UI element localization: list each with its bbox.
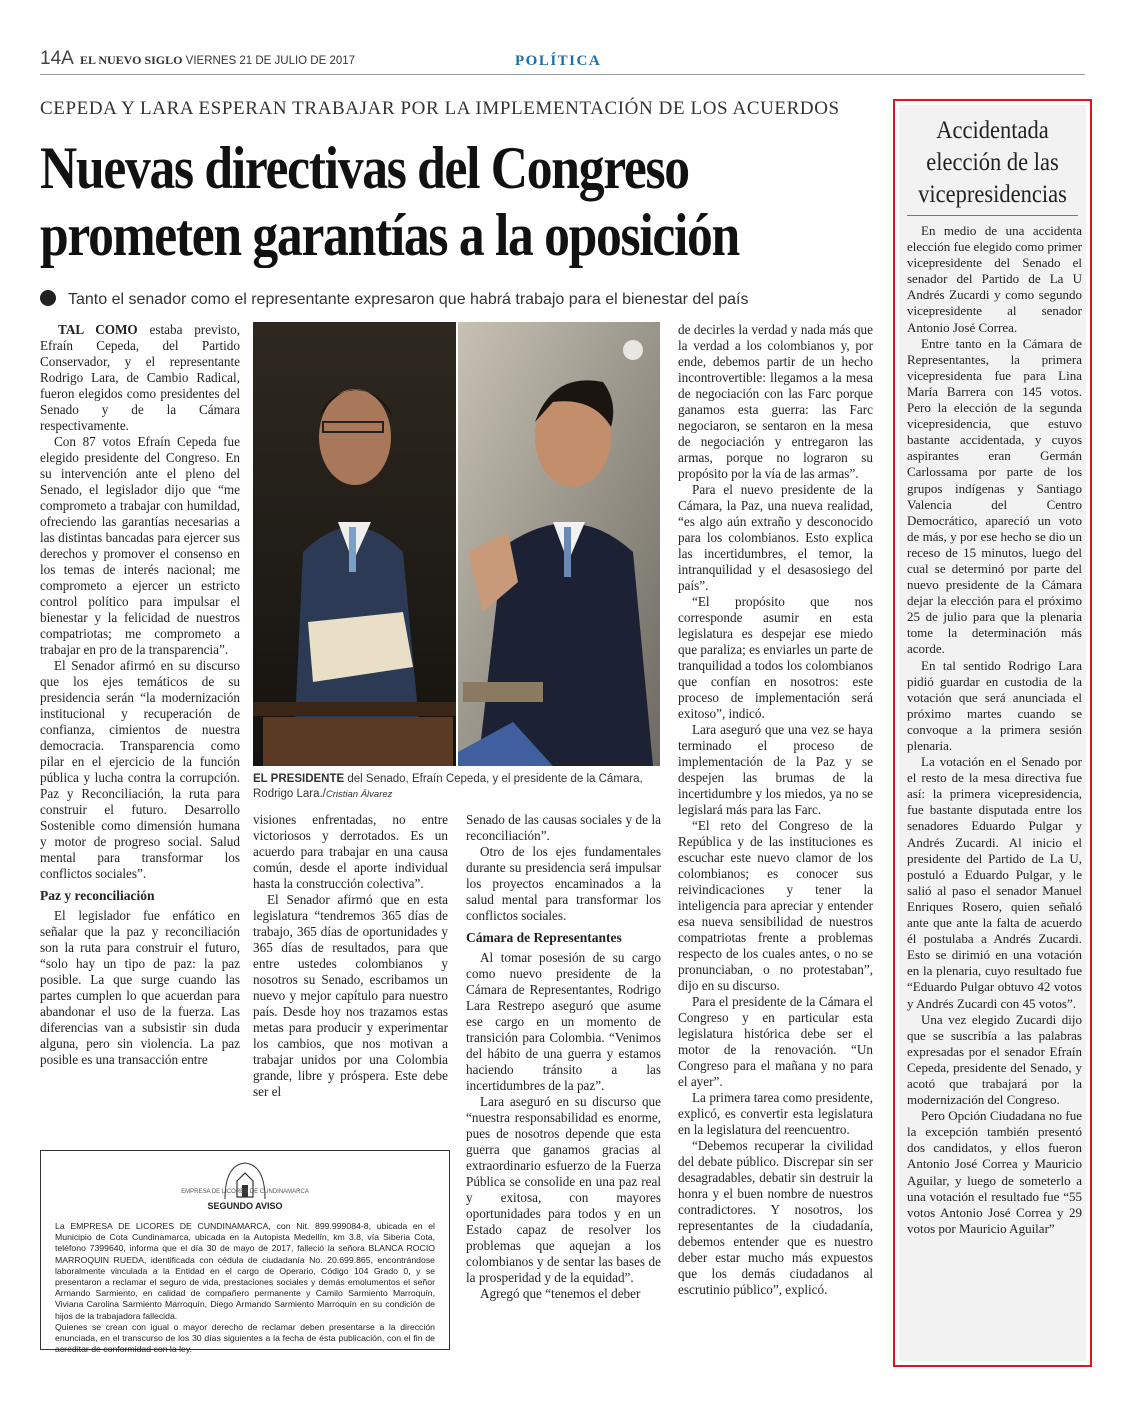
seal-logo	[219, 1159, 271, 1203]
headline	[40, 135, 762, 269]
sidebar-body	[907, 223, 1082, 1237]
photo-caption	[253, 772, 660, 802]
paragraph: Una vez elegido Zucardi dijo que se suscribía a las palabras expresadas por el senador Efraín Cepeda, presidente del Senado, y acotó que trabajará por la modernización del Congreso.	[907, 1011, 1082, 1108]
sidebar-box	[893, 99, 1092, 1367]
lead-in: TAL COMO	[58, 322, 138, 337]
paragraph: El legislador fue enfático en señalar que la paz y reconciliación son la ruta para construir el futuro, “solo hay un tipo de paz: la paz posible. La que surge cuando las partes cumplen lo que acuerdan para abandonar el uso de la fuerza. Las diferencias van a subsistir sin duda alguna, pero sin violencia. La paz posible es una transacción entre	[40, 908, 240, 1067]
notice-body	[55, 1221, 435, 1355]
paragraph: Lara aseguró en su discurso que “nuestra responsabilidad es enorme, pues de nosotros depende que esta guerra que ganamos gracias al extraordinario esfuerzo de la Fuerza Pública se consolide en una paz real y exitosa, con mayores oportunidades para todos y en un Estado capaz de resolver los problemas que aquejan a los colombianos y de sentar las bases de la prosperidad y de la equidad”.	[466, 1094, 661, 1285]
paragraph: “Debemos recuperar la civilidad del debate público. Discrepar sin ser desagradables, debatir sin destruir la honra y el buen nombre de nuestros contradictores. Y nosotros, los representantes de la ciudadanía, debemos entender que es nuestro deber estar mucho más expuestos que los demás ciudadanos al escrutinio público”, explicó.	[678, 1138, 873, 1297]
headline-line-2: prometen garantías a la oposición	[40, 202, 739, 268]
bullet-icon	[40, 290, 56, 306]
paragraph: “El propósito que nos corresponde asumir en esta legislatura es despejar ese miedo que paraliza; es enviarles un parte de tranquilidad a todos los colombianos que confían en nosotros: este proceso de implementación será exitoso”, indicó.	[678, 594, 873, 721]
sidebar-divider	[907, 215, 1078, 216]
caption-lead: EL PRESIDENTE	[253, 773, 345, 785]
paragraph: Para el nuevo presidente de la Cámara, la Paz, una nueva realidad, “es algo aún extraño y desconocido para los colombianos. Esto explica las incertidumbres, el temor, la intranquilidad y el desasosiego del país”.	[678, 482, 873, 593]
photo-credit: Cristian Álvarez	[325, 789, 393, 800]
headline-line-1: Nuevas directivas del Congreso	[40, 135, 689, 201]
notice-paragraph: Quienes se crean con igual o mayor derecho de reclamar deben presentarse a la dirección enunciada, en el transcurso de los 30 días siguientes a la fecha de ésta publicación, con el fin de acreditar de conformidad con la ley.	[55, 1321, 435, 1355]
section-label: POLÍTICA	[515, 53, 602, 69]
notice-paragraph: La EMPRESA DE LICORES DE CUNDINAMARCA, con Nit. 899.999084-8, ubicada en el Municipio de Cota Cundinamarca, ubicada en la Autopista Medellín, km 3.8, vía Siberia Cota, teléfono 7399640, informa que el día 30 de mayo de 2017, falleció la señora BLANCA ROCIO MARROQUIN RUEDA, identificada con cédula de ciudadanía No. 20.699.865, encontrándose laboralmente vinculada a la Entidad en el cargo de Operario, Código 104 Grado 0, y se presentaron a reclamar el seguro de vida, prestaciones sociales y demás emolumentos el señor Armando Sarmiento, en calidad de compañero permanente y Camilo Sarmiento Marroquín, Viviana Carolina Sarmiento Marroquín, Diego Armando Sarmiento Marroquín en su condición de hijos de la trabajadora fallecida.	[55, 1221, 435, 1321]
paragraph: visiones enfrentadas, no entre victoriosos y derrotados. Es un acuerdo para trabajar en una causa común, desde el aporte individual hasta la construcción colectiva”.	[253, 812, 448, 891]
subhead: Paz y reconciliación	[40, 888, 155, 903]
deck-text: Tanto el senador como el representante expresaron que habrá trabajo para el bienestar del país	[68, 291, 749, 308]
publication-line	[80, 53, 355, 68]
page-header	[40, 48, 1085, 75]
paragraph: En tal sentido Rodrigo Lara pidió guardar en custodia de la votación que será anunciada el próximo martes cuando se convoque a la primera sesión plenaria.	[907, 657, 1082, 753]
paragraph: La primera tarea como presidente, explicó, es convertir esta legislatura en la legislatura del reencuentro.	[678, 1090, 873, 1137]
paragraph: de decirles la verdad y nada más que la verdad a los colombianos y, por ende, debemos partir de un hecho incontrovertible: llegamos a la mesa de negociación con las Farc porque ganamos esta guerra: las Farc negociaron, se sentaron en la mesa de negociación y entregaron las armas, porque no lograron su propósito por la vía de las armas”.	[678, 322, 873, 481]
paragraph: Agregó que “tenemos el deber	[480, 1286, 641, 1301]
paragraph: La votación en el Senado por el resto de la mesa directiva fue así: la primera vicepresidencia, fue bastante disputada entre los senadores Eduardo Pulgar y Andrés Zucardi. Al inicio el presidente del Partido de La U, postuló a Eduardo Pulgar, y le salió al paso el senador Manuel Enriques Rosero, quien señaló ante que ante la falta de acuerdo él postulaba a Andrés Zucardi. Esto se dirimió en una votación en la plenaria, cuyo resultado fue “Eduardo Pulgar obtuvo 42 votos y Andrés Zucardi con 45 votos”.	[907, 754, 1082, 1011]
paragraph: Entre tanto en la Cámara de Representantes, la primera vicepresidenta fue para Lina María Barrera con 145 votos. Pero la elección de la segunda vicepresidencia, que estuvo bastante accidentada, y cuyos aspirantes eran Germán Carlossama por parte de los grupos indígenas y Santiago Valencia del Centro Democrático, apareció un voto de más, y por ese hecho se dio un receso de 15 minutos, luego del cual se determinó por parte del nuevo presidente de la Cámara dejar la elección para el próximo 25 de julio para que la plenaria tome la determinación más acorde.	[907, 335, 1082, 657]
paragraph: El Senador afirmó en su discurso que los ejes temáticos de su presidencia serán “la modernización institucional y recuperación de confianza, cimientos de nuestra democracia. Transparencia como pilar en el ejercicio de la función pública y lucha contra la corrupción. Paz y Reconciliación, la ruta para construir el futuro. Desarrollo Sostenible como dimensión humana y motor de progreso social. Salud mental para transformar los conflictos sociales”.	[40, 658, 240, 881]
photo-illustration	[253, 322, 660, 766]
sidebar-title: Accidentada elección de las vicepresidencias	[918, 117, 1067, 208]
notice-title: SEGUNDO AVISO	[207, 1201, 283, 1211]
publication-name: EL NUEVO SIGLO	[80, 53, 183, 67]
kicker: CEPEDA Y LARA ESPERAN TRABAJAR POR LA IMPLEMENTACIÓN DE LOS ACUERDOS	[40, 98, 840, 119]
publication-date: VIERNES 21 DE JULIO DE 2017	[185, 55, 356, 67]
article-column-3	[466, 812, 661, 1302]
deck	[40, 290, 880, 309]
paragraph: Otro de los ejes fundamentales durante su presidencia será impulsar los proyectos encaminados a la salud mental para transformar los conflictos sociales.	[466, 844, 661, 923]
caption-text: del Senado, Efraín Cepeda, y el presidente de la Cámara, Rodrigo Lara./	[253, 773, 643, 800]
seal-text: EMPRESA DE LICORES DE CUNDINAMARCA	[181, 1189, 309, 1195]
article-column-2	[253, 812, 448, 1100]
paragraph: Al tomar posesión de su cargo como nuevo presidente de la Cámara de Representantes, Rodrigo Lara Restrepo aseguró que asume ese cargo en un momento de transición para Colombia. “Venimos del hábito de una guerra y estamos haciendo tránsito a las incertidumbres de la paz”.	[466, 950, 661, 1093]
paragraph: Con 87 votos Efraín Cepeda fue elegido presidente del Congreso. En su intervención ante el pleno del Senado, el legislador dijo que “me comprometo a trabajar con humildad, ofreciendo las garantías necesarias a las distintas bancadas para ejercer sus derechos y promover el consenso en los temas de interés nacional; me comprometo a ejercer un estricto control político para impulsar el bienestar y la felicidad de nuestros compatriotas; me comprometo a trabajar en pro de la transparencia”.	[40, 434, 240, 657]
paragraph: El Senador afirmó que en esta legislatura “tendremos 365 días de trabajo, 365 días de oportunidades y 365 días de resultados, para que entre ustedes colombianos y nosotros su Senado, escribamos un nuevo y mejor capítulo para nuestro país. Desde hoy nos trazamos estas metas para producir y experimentar los cambios, que nos motivan a trabajar unidos por una Colombia grande, libre y próspera. Este debe ser el	[253, 892, 448, 1099]
paragraph: Lara aseguró que una vez se haya terminado el proceso de implementación de la Paz y se despejen las brumas de la incertidumbre y los miedos, ya no se legislará más para las Farc.	[678, 722, 873, 817]
paragraph: En medio de una accidenta elección fue elegido como primer vicepresidente del Senado el senador del Partido de La U Andrés Zucardi y como segundo vicepresidente al senador Antonio José Correa.	[907, 223, 1082, 335]
paragraph: Para el presidente de la Cámara el Congreso y en particular esta legislatura histórica debe ser el motor de la renovación. “Un Congreso para el mañana y no para el ayer”.	[678, 994, 873, 1089]
paragraph: TAL COMO estaba previsto, Efraín Cepeda, del Partido Conservador, y el representante Rodrigo Lara, de Cambio Radical, fueron elegidos como presidentes del Senado y de la Cámara respectivamente.	[40, 322, 240, 433]
article-photo	[253, 322, 660, 766]
article-column-4	[678, 322, 873, 1298]
sidebar-panel	[899, 105, 1086, 1361]
subhead: Cámara de Representantes	[466, 930, 622, 945]
paragraph: “El reto del Congreso de la República y de las instituciones es escuchar este nuevo clamor de los colombianos; es conocer sus reivindicaciones y tener la inteligencia para apreciar y entender esa nueva sensibilidad de nuestros compatriotas frente a problemas respecto de los cuales antes, o no se pronunciaban, o no protestaban”, dijo en su discurso.	[678, 818, 873, 993]
paragraph: Senado de las causas sociales y de la reconciliación”.	[466, 812, 661, 843]
article-column-1	[40, 322, 240, 1068]
paragraph: Pero Opción Ciudadana no fue la excepción también presentó dos candidatos, y ellos fueron Antonio José Correa y Mauricio Aguilar, y luego de someterlo a una votación el resultado fue “55 votos Antonio José Correa y 29 votos por Mauricio Aguilar”	[907, 1108, 1082, 1236]
legal-notice	[40, 1150, 450, 1355]
page-number: 14A	[40, 48, 74, 69]
